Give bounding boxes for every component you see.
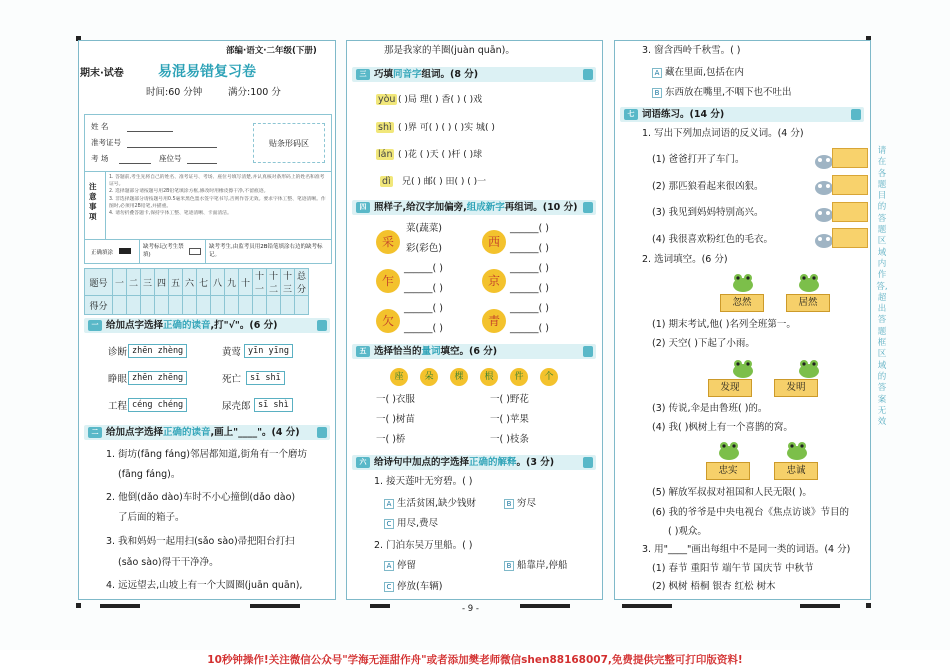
homophone-blanks[interactable]: ( )界 可( ) ( ) ( )实 城( ) (398, 123, 495, 133)
seat-field[interactable] (187, 163, 217, 164)
page-number: - 9 - (462, 604, 479, 614)
antonym-answer-box[interactable] (832, 175, 868, 195)
section-title: 给加点字选择 (106, 320, 164, 331)
radical-base-char: 京 (482, 269, 506, 293)
radical-blank[interactable]: ______( ) (510, 323, 549, 334)
score-cell: 十 (239, 269, 253, 296)
frog-icon (716, 440, 742, 460)
section-number: 七 (624, 109, 638, 120)
reg-mark (866, 603, 871, 608)
antonym-sentence: (4) 我很喜欢粉红色的毛衣。 (652, 234, 773, 245)
radical-blank[interactable]: ______( ) (404, 303, 443, 314)
score-input[interactable] (113, 296, 127, 315)
score-input[interactable] (197, 296, 211, 315)
score-row-label: 得分 (85, 296, 113, 315)
score-table (84, 268, 309, 315)
absent-checkbox[interactable] (189, 248, 201, 255)
poem-option[interactable]: B 穷尽 (504, 497, 536, 510)
section-number: 二 (88, 427, 102, 438)
timing-mark (250, 604, 300, 608)
score-cell: 十二 (267, 269, 281, 296)
homophone-pinyin: yòu (378, 94, 396, 105)
name-field[interactable] (127, 131, 173, 132)
frog-icon (730, 272, 756, 292)
section-number: 六 (356, 457, 370, 468)
ticket-label: 准考证号 (91, 138, 121, 147)
poem-question: 2. 门泊东吴万里船。( ) (374, 540, 473, 551)
fill-sentence[interactable]: (1) 期末考试,他( )名列全班第一。 (652, 319, 796, 330)
poem-option[interactable]: A 藏在里面,包括在内 (652, 66, 744, 79)
score-input[interactable] (127, 296, 141, 315)
pinyin-word: 睁眼 (108, 374, 128, 385)
pinyin-word: 黄莺 (222, 347, 242, 358)
footer-banner: 10秒钟操作!关注微信公众号"学海无涯甜作舟"或者添加樊老师微信shen88168007,免费提供完整可打印版资料! (207, 654, 743, 666)
antonym-answer-box[interactable] (832, 228, 868, 248)
section-number: 四 (356, 202, 370, 213)
notice-items: 1. 答题前,考生先将自己的姓名、准考证号、考场、座位号填写清楚,并认真核对条形码上的姓名和准考证号。 2. 选择题部分请按题号用2B铅笔填涂方框,修改时用橡皮擦干净,不留痕迹。 3. 非选择题部分请按题号用0.5毫米黑色墨水签字笔书写,否则作答无效。要求字体工整、笔迹清晰。作图时,必须用2B铅笔,并描重。 4. 请勿折叠答题卡,保持字体工整、笔迹清晰、卡面清洁。 (109, 175, 326, 217)
room-label: 考 场 (91, 154, 109, 163)
fill-sentence[interactable]: ( )观众。 (668, 526, 707, 537)
score-input[interactable] (155, 296, 169, 315)
section-highlight: 同音字 (393, 69, 422, 80)
q2-line: 2. 他倒(dǎo dào)车时不小心撞倒(dǎo dào) (106, 492, 296, 503)
section-title: 巧填 (374, 69, 394, 80)
frog-icon (796, 358, 822, 378)
section-highlight: 正确的读音 (163, 320, 211, 331)
pinyin-word: 工程 (108, 401, 128, 412)
section-tail: ,画上"____"。(4 分) (210, 427, 300, 438)
section-title: 照样子,给汉字加偏旁, (374, 202, 467, 213)
pinyin-choice[interactable]: zhēn zhèng (128, 344, 187, 358)
radical-blank[interactable]: ______( ) (404, 323, 443, 334)
side-note: 请在各题目的答题区域内作答,超出答题框区域的答案无效 (876, 146, 888, 428)
score-cell: 九 (225, 269, 239, 296)
radical-blank[interactable]: ______( ) (510, 223, 549, 234)
poem-question: 3. 窗含西岭千秋雪。( ) (642, 45, 741, 56)
section-tail: ,打"√"。(6 分) (210, 320, 278, 331)
section-tail: 填空。(6 分) (440, 346, 498, 357)
measure-blank[interactable]: 一( )桥 (376, 434, 406, 445)
word-choice: 发现 (708, 379, 752, 397)
section-highlight: 量词 (421, 346, 441, 357)
subquestion: 1. 写出下列加点词语的反义词。(4 分) (642, 128, 804, 139)
poem-option[interactable]: C 停放(车辆) (384, 580, 442, 593)
poem-option[interactable]: C 用尽,费尽 (384, 517, 438, 530)
word-group[interactable]: (2) 枫树 梧桐 银杏 红松 树木 (652, 581, 776, 592)
word-choice: 忠诚 (774, 462, 818, 480)
section-5-header (352, 344, 596, 359)
timing-mark (370, 604, 390, 608)
score-input[interactable] (253, 296, 267, 315)
poem-option[interactable]: B 东西放在嘴里,不咽下也不吐出 (652, 86, 792, 99)
poem-option[interactable]: A 停留 (384, 559, 416, 572)
antonym-answer-box[interactable] (832, 148, 868, 168)
fill-sentence[interactable]: (3) 传说,伞是由鲁班( )的。 (652, 403, 768, 414)
radical-base-char: 采 (376, 230, 400, 254)
fill-legend (85, 239, 331, 263)
paper-title: 易混易错复习卷 (158, 64, 256, 80)
score-input[interactable] (239, 296, 253, 315)
full-score: 满分:100 分 (228, 87, 281, 98)
measure-blank[interactable]: 一( )树苗 (376, 414, 415, 425)
score-cell: 六 (183, 269, 197, 296)
score-cell: 七 (197, 269, 211, 296)
radical-base-char: 乍 (376, 269, 400, 293)
word-choice: 居然 (786, 294, 830, 312)
word-choice: 忽然 (720, 294, 764, 312)
section-tail: 组词。(8 分) (421, 69, 479, 80)
measure-word-option: 根 (480, 368, 498, 386)
fill-example: 正确填涂 (91, 250, 114, 256)
score-input[interactable] (225, 296, 239, 315)
barcode-area: 贴条形码区 (253, 123, 325, 163)
room-field[interactable] (119, 163, 151, 164)
antonym-sentence: (2) 那匹狼看起来很凶狠。 (652, 181, 764, 192)
subquestion: 3. 用"____"画出每组中不是同一类的词语。(4 分) (642, 544, 851, 555)
poem-option[interactable]: A 生活贫困,缺少钱财 (384, 497, 476, 510)
absent-label: 缺考标记(考生禁填) (143, 244, 184, 258)
antonym-sentence: (3) 我见到妈妈特别高兴。 (652, 207, 764, 218)
antonym-answer-box[interactable] (832, 202, 868, 222)
radical-blank[interactable]: ______( ) (510, 243, 549, 254)
homophone-pinyin: lán (378, 149, 393, 160)
section-title: 选择恰当的 (374, 346, 422, 357)
score-input[interactable] (141, 296, 155, 315)
score-cell: 十三 (281, 269, 295, 296)
name-label: 姓 名 (91, 122, 109, 131)
score-input[interactable] (281, 296, 295, 315)
absent-note: 缺考考生,由监考员用2B铅笔填涂右边的缺考标记。 (209, 244, 323, 258)
score-cell: 一 (113, 269, 127, 296)
pinyin-choice[interactable]: zhēn zhēng (128, 371, 187, 385)
q2-line: 1. 街坊(fāng fáng)邻居都知道,街角有一个磨坊 (106, 449, 307, 460)
pinyin-word: 诊断 (108, 347, 128, 358)
poem-option[interactable]: B 船靠岸,停船 (504, 559, 568, 572)
pinyin-choice[interactable]: yīn yīng (244, 344, 293, 358)
frog-icon (784, 440, 810, 460)
antonym-sentence: (1) 爸爸打开了车门。 (652, 154, 745, 165)
frog-icon (796, 272, 822, 292)
notice-label: 注意事项 (89, 182, 97, 221)
q2-line: (sǎo sào)得干干净净。 (118, 557, 219, 568)
poem-question: 1. 接天莲叶无穷碧。( ) (374, 476, 473, 487)
radical-blank[interactable]: ______( ) (404, 283, 443, 294)
homophone-pinyin: shì (378, 122, 392, 133)
brand-logo: 期末·试卷 (80, 68, 124, 79)
score-cell: 三 (141, 269, 155, 296)
section-title: 给诗句中加点的字选择 (374, 457, 470, 468)
pinyin-choice[interactable]: sī shī (246, 371, 285, 385)
score-cell: 四 (155, 269, 169, 296)
fill-sentence[interactable]: (5) 解放军叔叔对祖国和人民无限( )。 (652, 487, 812, 498)
section-number: 一 (88, 320, 102, 331)
fill-sentence[interactable]: (6) 我的爷爷是中央电视台《焦点访谈》节目的 (652, 507, 849, 518)
homophone-blanks[interactable]: ( )花 ( )天 ( )杆 ( )球 (398, 150, 483, 160)
pinyin-word: 死亡 (222, 374, 242, 385)
word-group[interactable]: (1) 春节 重阳节 端午节 国庆节 中秋节 (652, 563, 814, 574)
section-2-header (84, 425, 330, 440)
section-tail: 再组词。(10 分) (504, 202, 578, 213)
score-cell: 十一 (253, 269, 267, 296)
word-choice: 发明 (774, 379, 818, 397)
score-input[interactable] (169, 296, 183, 315)
radical-base-char: 青 (482, 309, 506, 333)
word-choice: 忠实 (706, 462, 750, 480)
pinyin-word: 尿壳郎 (222, 401, 251, 412)
notice-box (85, 171, 331, 239)
section-title: 给加点字选择 (106, 427, 164, 438)
pinyin-choice[interactable]: sī shì (254, 398, 293, 412)
measure-word-option: 棵 (450, 368, 468, 386)
score-cell: 八 (211, 269, 225, 296)
section-number: 五 (356, 346, 370, 357)
measure-blank[interactable]: 一( )衣服 (376, 394, 415, 405)
score-cell: 二 (127, 269, 141, 296)
score-cell: 五 (169, 269, 183, 296)
section-title: 词语练习。(14 分) (642, 109, 725, 120)
q2-line: 那是我家的羊圈(juàn quān)。 (384, 45, 515, 56)
score-value-row (85, 296, 309, 315)
timing-mark (622, 604, 672, 608)
time-limit: 时间:60 分钟 (146, 87, 203, 98)
measure-word-option: 个 (540, 368, 558, 386)
homophone-blanks[interactable]: 兄( ) 邮( ) 田( ) ( )一 (402, 177, 487, 187)
score-cell: 题号 (85, 269, 113, 296)
fill-sentence[interactable]: (2) 天空( )下起了小雨。 (652, 338, 755, 349)
radical-blank[interactable]: ______( ) (510, 303, 549, 314)
timing-mark (100, 604, 140, 608)
section-3-header (352, 67, 596, 82)
section-6-header (352, 455, 596, 470)
section-highlight: 正确的解释 (469, 457, 517, 468)
q2-line: 4. 远远望去,山坡上有一个大圆圈(juān quān), (106, 580, 303, 591)
pinyin-choice[interactable]: céng chéng (128, 398, 187, 412)
measure-word-option: 件 (510, 368, 528, 386)
q2-line: 3. 我和妈妈一起用扫(sǎo sào)帚把阳台打扫 (106, 536, 295, 547)
homophone-pinyin: dì (382, 176, 391, 187)
score-input[interactable] (211, 296, 225, 315)
homophone-blanks[interactable]: ( )局 理( ) 香( ) ( )戏 (398, 95, 483, 105)
ticket-field[interactable] (127, 147, 217, 148)
fill-sentence[interactable]: (4) 我( )枫树上有一个喜鹊的窝。 (652, 422, 793, 433)
reg-mark (76, 603, 81, 608)
section-7-header (620, 107, 864, 122)
measure-blank[interactable]: 一( )苹果 (490, 414, 529, 425)
section-1-header (84, 318, 330, 333)
measure-blank[interactable]: 一( )野花 (490, 394, 529, 405)
frog-icon (730, 358, 756, 378)
q2-line: 了后面的箱子。 (118, 512, 185, 523)
radical-example: 彩(彩色) (406, 243, 442, 254)
score-input[interactable] (295, 296, 309, 315)
timing-mark (800, 604, 840, 608)
radical-base-char: 欠 (376, 309, 400, 333)
series-label: 部编·语文·二年级(下册) (226, 46, 317, 56)
measure-word-option: 朵 (420, 368, 438, 386)
radical-blank[interactable]: ______( ) (510, 263, 549, 274)
score-input[interactable] (183, 296, 197, 315)
radical-base-char: 西 (482, 230, 506, 254)
seat-label: 座位号 (159, 154, 182, 163)
score-cell: 总分 (295, 269, 309, 296)
score-header-row (85, 269, 309, 296)
section-highlight: 正确的读音 (163, 427, 211, 438)
measure-blank[interactable]: 一( )枝条 (490, 434, 529, 445)
section-tail: 。(3 分) (516, 457, 555, 468)
q2-line: (fāng fáng)。 (118, 469, 181, 480)
info-panel (84, 114, 332, 264)
section-4-header (352, 200, 596, 215)
score-input[interactable] (267, 296, 281, 315)
radical-example: 菜(蔬菜) (406, 223, 442, 234)
measure-word-option: 座 (390, 368, 408, 386)
section-number: 三 (356, 69, 370, 80)
section-highlight: 组成新字 (466, 202, 505, 213)
radical-blank[interactable]: ______( ) (404, 263, 443, 274)
timing-mark (520, 604, 570, 608)
subquestion: 2. 选词填空。(6 分) (642, 254, 728, 265)
radical-blank[interactable]: ______( ) (510, 283, 549, 294)
